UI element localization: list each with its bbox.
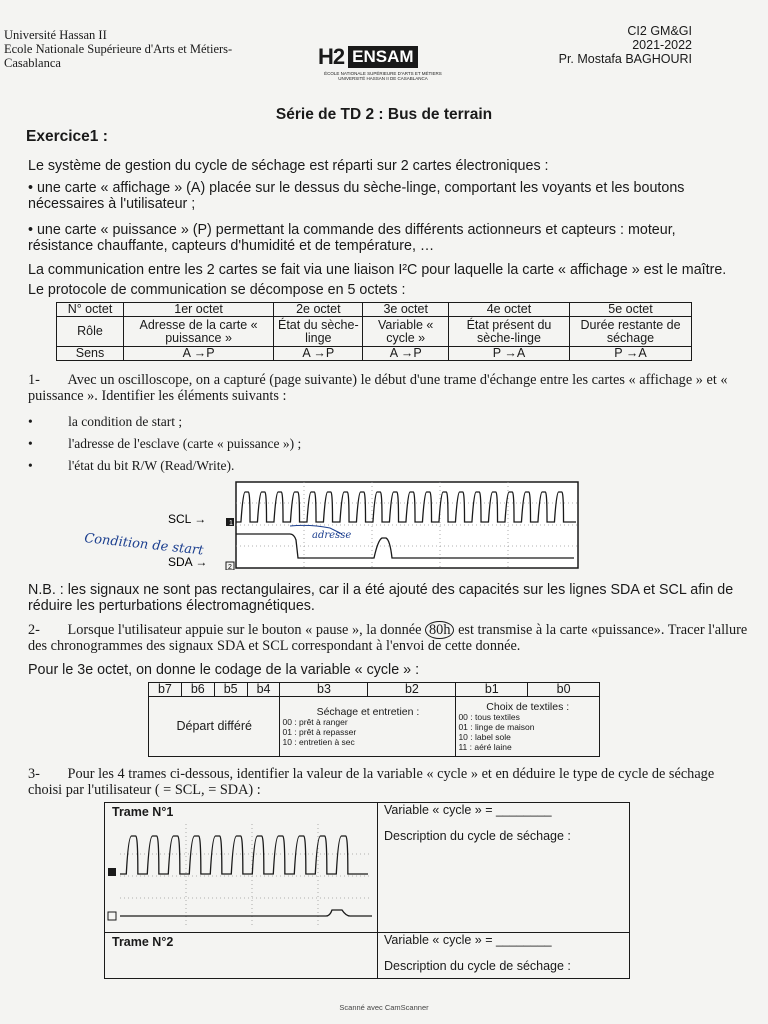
table-row: [57, 303, 692, 317]
question-number: 2-: [28, 622, 40, 638]
circled-value: 80h: [425, 621, 454, 639]
handwritten-start-note: Condition de start: [83, 531, 205, 559]
table-cell: Sens: [57, 347, 124, 361]
bit-header: b5: [214, 683, 247, 697]
question-2: [28, 622, 750, 654]
bit-header: b0: [528, 683, 600, 697]
drying-cell: [280, 697, 456, 757]
ensam-logo: [318, 44, 448, 81]
question-text: Avec un oscilloscope, on a capturé (page suivante) le début d'une trame d'échange entre les cartes « affichage » et « puissance ». Identifier les éléments suivants :: [28, 372, 728, 404]
intro-communication: La communication entre les 2 cartes se fait via une liaison I²C pour laquelle la carte « affichage » est le maître.: [28, 262, 727, 278]
table-cell: 3e octet: [363, 303, 448, 317]
course-code: CI2 GM&GI: [627, 24, 692, 38]
drying-option: 10 : entretien à sec: [282, 736, 355, 747]
channel-2-marker: [108, 912, 116, 920]
intro-bullet-1: • une carte « affichage » (A) placée sur le dessus du sèche-linge, comportant les voyants et les boutons nécessaires à l'utilisateur ;: [28, 180, 685, 212]
table-cell: Durée restante de séchage: [570, 317, 692, 347]
table-row: [149, 683, 600, 697]
course-info-block: [559, 24, 692, 66]
logo-subtitle: [318, 71, 448, 81]
question-1: [28, 372, 740, 404]
bullet-icon: •: [28, 414, 33, 429]
academic-year: 2021-2022: [632, 38, 692, 52]
institution-block: [4, 28, 232, 70]
university-name: Université Hassan II: [4, 28, 107, 42]
q1-item-2: [28, 436, 301, 452]
question-text: Lorsque l'utilisateur appuie sur le bouton « pause », la donnée: [67, 622, 422, 638]
textile-option: 00 : tous textiles: [458, 711, 520, 722]
drying-option: 00 : prêt à ranger: [282, 716, 348, 727]
bit-header: b6: [181, 683, 214, 697]
trames-table: [104, 802, 630, 979]
table-cell: État présent du sèche-linge: [448, 317, 569, 347]
drying-option: 01 : prêt à repasser: [282, 726, 357, 737]
trame-1-description: Description du cycle de séchage :: [384, 829, 571, 843]
bullet-icon: •: [28, 436, 33, 451]
scl-waveform: [120, 836, 368, 874]
exercise-heading: Exercice1 :: [26, 128, 108, 145]
question-number: 1-: [28, 372, 40, 388]
bit-header: b7: [149, 683, 182, 697]
trame-1-scope: [106, 820, 374, 928]
trame-1-variable: Variable « cycle » = ________: [384, 803, 552, 817]
q1-item-1: [28, 414, 182, 430]
protocol-table: [56, 302, 692, 361]
q1-item-text: l'adresse de l'esclave (carte « puissance ») ;: [68, 436, 302, 451]
channel-1-number: 1: [229, 520, 233, 527]
question-text-cont: est transmise à la carte «puissance». Tracer l'allure des chronogrammes des signaux SDA et SCL correspondant à l'envoi de cette donnée.: [28, 622, 748, 654]
ensam-wordmark: ENSAM: [348, 46, 417, 68]
bullet-icon: •: [28, 458, 33, 473]
table-cell: 5e octet: [570, 303, 692, 317]
logo-subtitle-line-1: ÉCOLE NATIONALE SUPÉRIEURE D'ARTS ET MÉTIERS: [324, 71, 442, 76]
question-3: [28, 766, 750, 798]
table-cell: P →A: [448, 347, 569, 361]
nb-note: N.B. : les signaux ne sont pas rectangulaires, car il a été ajouté des capacités sur les lignes SDA et SCL afin de réduire les perturbations électromagnétiques.: [28, 582, 734, 614]
textile-option: 01 : linge de maison: [458, 721, 535, 732]
table-cell: État du sèche-linge: [274, 317, 363, 347]
trame-1-cell: [105, 803, 378, 933]
table-cell: A →P: [274, 347, 363, 361]
trame-1-answer: [378, 803, 630, 933]
deferred-start-cell: Départ différé: [149, 697, 280, 757]
cycle-intro: Pour le 3e octet, on donne le codage de la variable « cycle » :: [28, 662, 420, 678]
textile-cell: [456, 697, 600, 757]
q1-item-3: [28, 458, 234, 474]
textile-title: Choix de textiles :: [486, 700, 570, 713]
cycle-coding-table: [148, 682, 600, 757]
logo-subtitle-line-2: UNIVERSITÉ HASSAN II DE CASABLANCA: [338, 76, 428, 81]
trame-2-title: Trame N°2: [112, 935, 174, 949]
trame-row-2: [105, 933, 630, 979]
intro-bullet-2: • une carte « puissance » (P) permettant la commande des différents actionneurs et capteurs : moteur, résistance chauffante, capteurs d'humidité et de température, …: [28, 222, 676, 254]
bit-header: b2: [368, 683, 456, 697]
table-cell: P →A: [570, 347, 692, 361]
channel-1-marker: [108, 868, 116, 876]
table-cell: A →P: [124, 347, 274, 361]
trame-2-answer: [378, 933, 630, 979]
table-cell: 1er octet: [124, 303, 274, 317]
oscilloscope-capture-1: [80, 478, 580, 570]
trame-2-variable: Variable « cycle » = ________: [384, 933, 552, 947]
table-cell: Variable « cycle »: [363, 317, 448, 347]
trame-1-title: Trame N°1: [112, 805, 174, 819]
table-cell: 2e octet: [274, 303, 363, 317]
bit-header: b1: [456, 683, 528, 697]
scope-screen: [236, 482, 578, 568]
trame-2-cell: [105, 933, 378, 979]
scanner-footer: Scanné avec CamScanner: [339, 1003, 429, 1012]
school-name: Ecole Nationale Supérieure d'Arts et Métiers-: [4, 42, 233, 56]
handwritten-address-note: adresse: [312, 530, 352, 541]
scl-label: SCL →: [168, 512, 207, 526]
question-text: Pour les 4 trames ci-dessous, identifier la valeur de la variable « cycle » et en déduire le type de cycle de séchage choisi par l'utilisateur ( = SCL, = SDA) :: [28, 766, 715, 798]
table-row: [149, 697, 600, 757]
bit-header: b4: [247, 683, 280, 697]
city-name: Casablanca: [4, 56, 61, 70]
q1-item-text: la condition de start ;: [68, 414, 183, 429]
table-row: [57, 317, 692, 347]
q1-item-text: l'état du bit R/W (Read/Write).: [68, 458, 235, 473]
professor-name: Pr. Mostafa BAGHOURI: [558, 52, 692, 66]
drying-title: Séchage et entretien :: [316, 705, 420, 718]
table-row: [57, 347, 692, 361]
table-cell: A →P: [363, 347, 448, 361]
table-cell: Adresse de la carte « puissance »: [124, 317, 274, 347]
intro-protocol: Le protocole de communication se décompose en 5 octets :: [28, 282, 406, 298]
textile-option: 11 : aéré laine: [458, 741, 512, 752]
textile-option: 10 : label sole: [458, 731, 511, 742]
table-cell: 4e octet: [448, 303, 569, 317]
question-number: 3-: [28, 766, 40, 782]
table-cell: N° octet: [57, 303, 124, 317]
table-cell: Rôle: [57, 317, 124, 347]
trame-row-1: [105, 803, 630, 933]
sda-label: SDA →: [168, 555, 208, 569]
page-title: Série de TD 2 : Bus de terrain: [275, 106, 493, 123]
uh2c-logo-icon: H2: [318, 44, 345, 69]
channel-2-number: 2: [228, 564, 232, 570]
intro-paragraph: Le système de gestion du cycle de séchage est réparti sur 2 cartes électroniques :: [28, 158, 549, 174]
sda-waveform: [120, 910, 372, 916]
trame-2-description: Description du cycle de séchage :: [384, 959, 571, 973]
bit-header: b3: [280, 683, 368, 697]
